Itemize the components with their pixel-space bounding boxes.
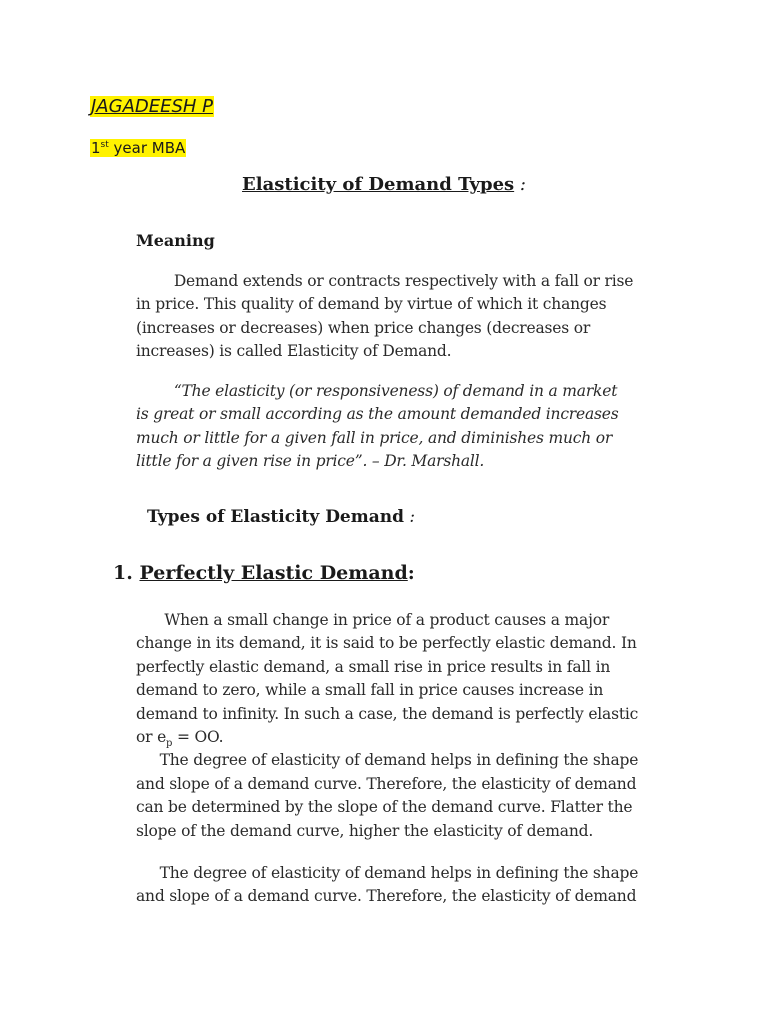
body-line: slope of the demand curve, higher the elasticity of demand. — [136, 821, 594, 840]
body-line: The degree of elasticity of demand helps in defining the shape — [136, 864, 639, 882]
quote-line: “The elasticity (or responsiveness) of demand in a market — [136, 382, 618, 400]
document-title — [0, 174, 768, 195]
author-year-highlight — [90, 139, 186, 157]
section-colon: : — [407, 562, 415, 584]
quote-line: much or little for a given fall in price, and diminishes much or — [136, 428, 613, 447]
meaning-line: in price. This quality of demand by virtue of which it changes — [136, 295, 607, 314]
quote-line: little for a given rise in price”. – Dr. Marshall. — [136, 452, 485, 471]
types-heading-colon: : — [404, 507, 416, 527]
body-line: demand to infinity. In such a case, the demand is perfectly elastic — [136, 704, 639, 723]
document-title-text: Elasticity of Demand Types — [242, 174, 515, 195]
year-number: 1 — [91, 139, 101, 157]
types-heading — [147, 507, 415, 527]
meaning-line: Demand extends or contracts respectively with a fall or rise — [136, 272, 634, 290]
formula-suffix: = OO. — [172, 728, 224, 747]
elasticity-formula-line — [136, 726, 696, 749]
section-title: Perfectly Elastic Demand — [139, 562, 408, 584]
body-line: perfectly elastic demand, a small rise in price results in fall in — [136, 657, 611, 676]
year-superscript: st — [100, 140, 109, 150]
body-line: and slope of a demand curve. Therefore, the elasticity of demand — [136, 774, 637, 793]
meaning-heading: Meaning — [136, 231, 215, 250]
author-year — [90, 139, 186, 157]
types-heading-text: Types of Elasticity Demand — [147, 507, 405, 527]
body-line: can be determined by the slope of the demand curve. Flatter the — [136, 798, 633, 817]
perfectly-elastic-heading — [113, 562, 415, 584]
meaning-line: increases) is called Elasticity of Demand. — [136, 342, 452, 361]
formula-prefix: or e — [136, 728, 167, 747]
body-line: demand to zero, while a small fall in price causes increase in — [136, 681, 604, 700]
body-line: and slope of a demand curve. Therefore, the elasticity of demand — [136, 887, 637, 906]
section-number: 1. — [113, 562, 140, 584]
year-text: year MBA — [108, 139, 186, 157]
perfectly-elastic-paragraph — [136, 609, 696, 843]
body-line: change in its demand, it is said to be perfectly elastic demand. In — [136, 634, 637, 653]
formula-subscript: p — [166, 738, 173, 750]
body-line: When a small change in price of a product causes a major — [136, 611, 610, 629]
meaning-line: (increases or decreases) when price changes (decreases or — [136, 318, 591, 337]
quote-line: is great or small according as the amount demanded increases — [136, 405, 619, 424]
curve-slope-paragraph — [136, 862, 696, 909]
meaning-paragraph — [136, 270, 696, 364]
author-name-highlight: JAGADEESH P — [91, 96, 214, 117]
marshall-quote — [136, 380, 696, 474]
author-name — [90, 96, 214, 117]
body-line: The degree of elasticity of demand helps in defining the shape — [136, 751, 639, 770]
document-title-colon: : — [514, 174, 526, 195]
